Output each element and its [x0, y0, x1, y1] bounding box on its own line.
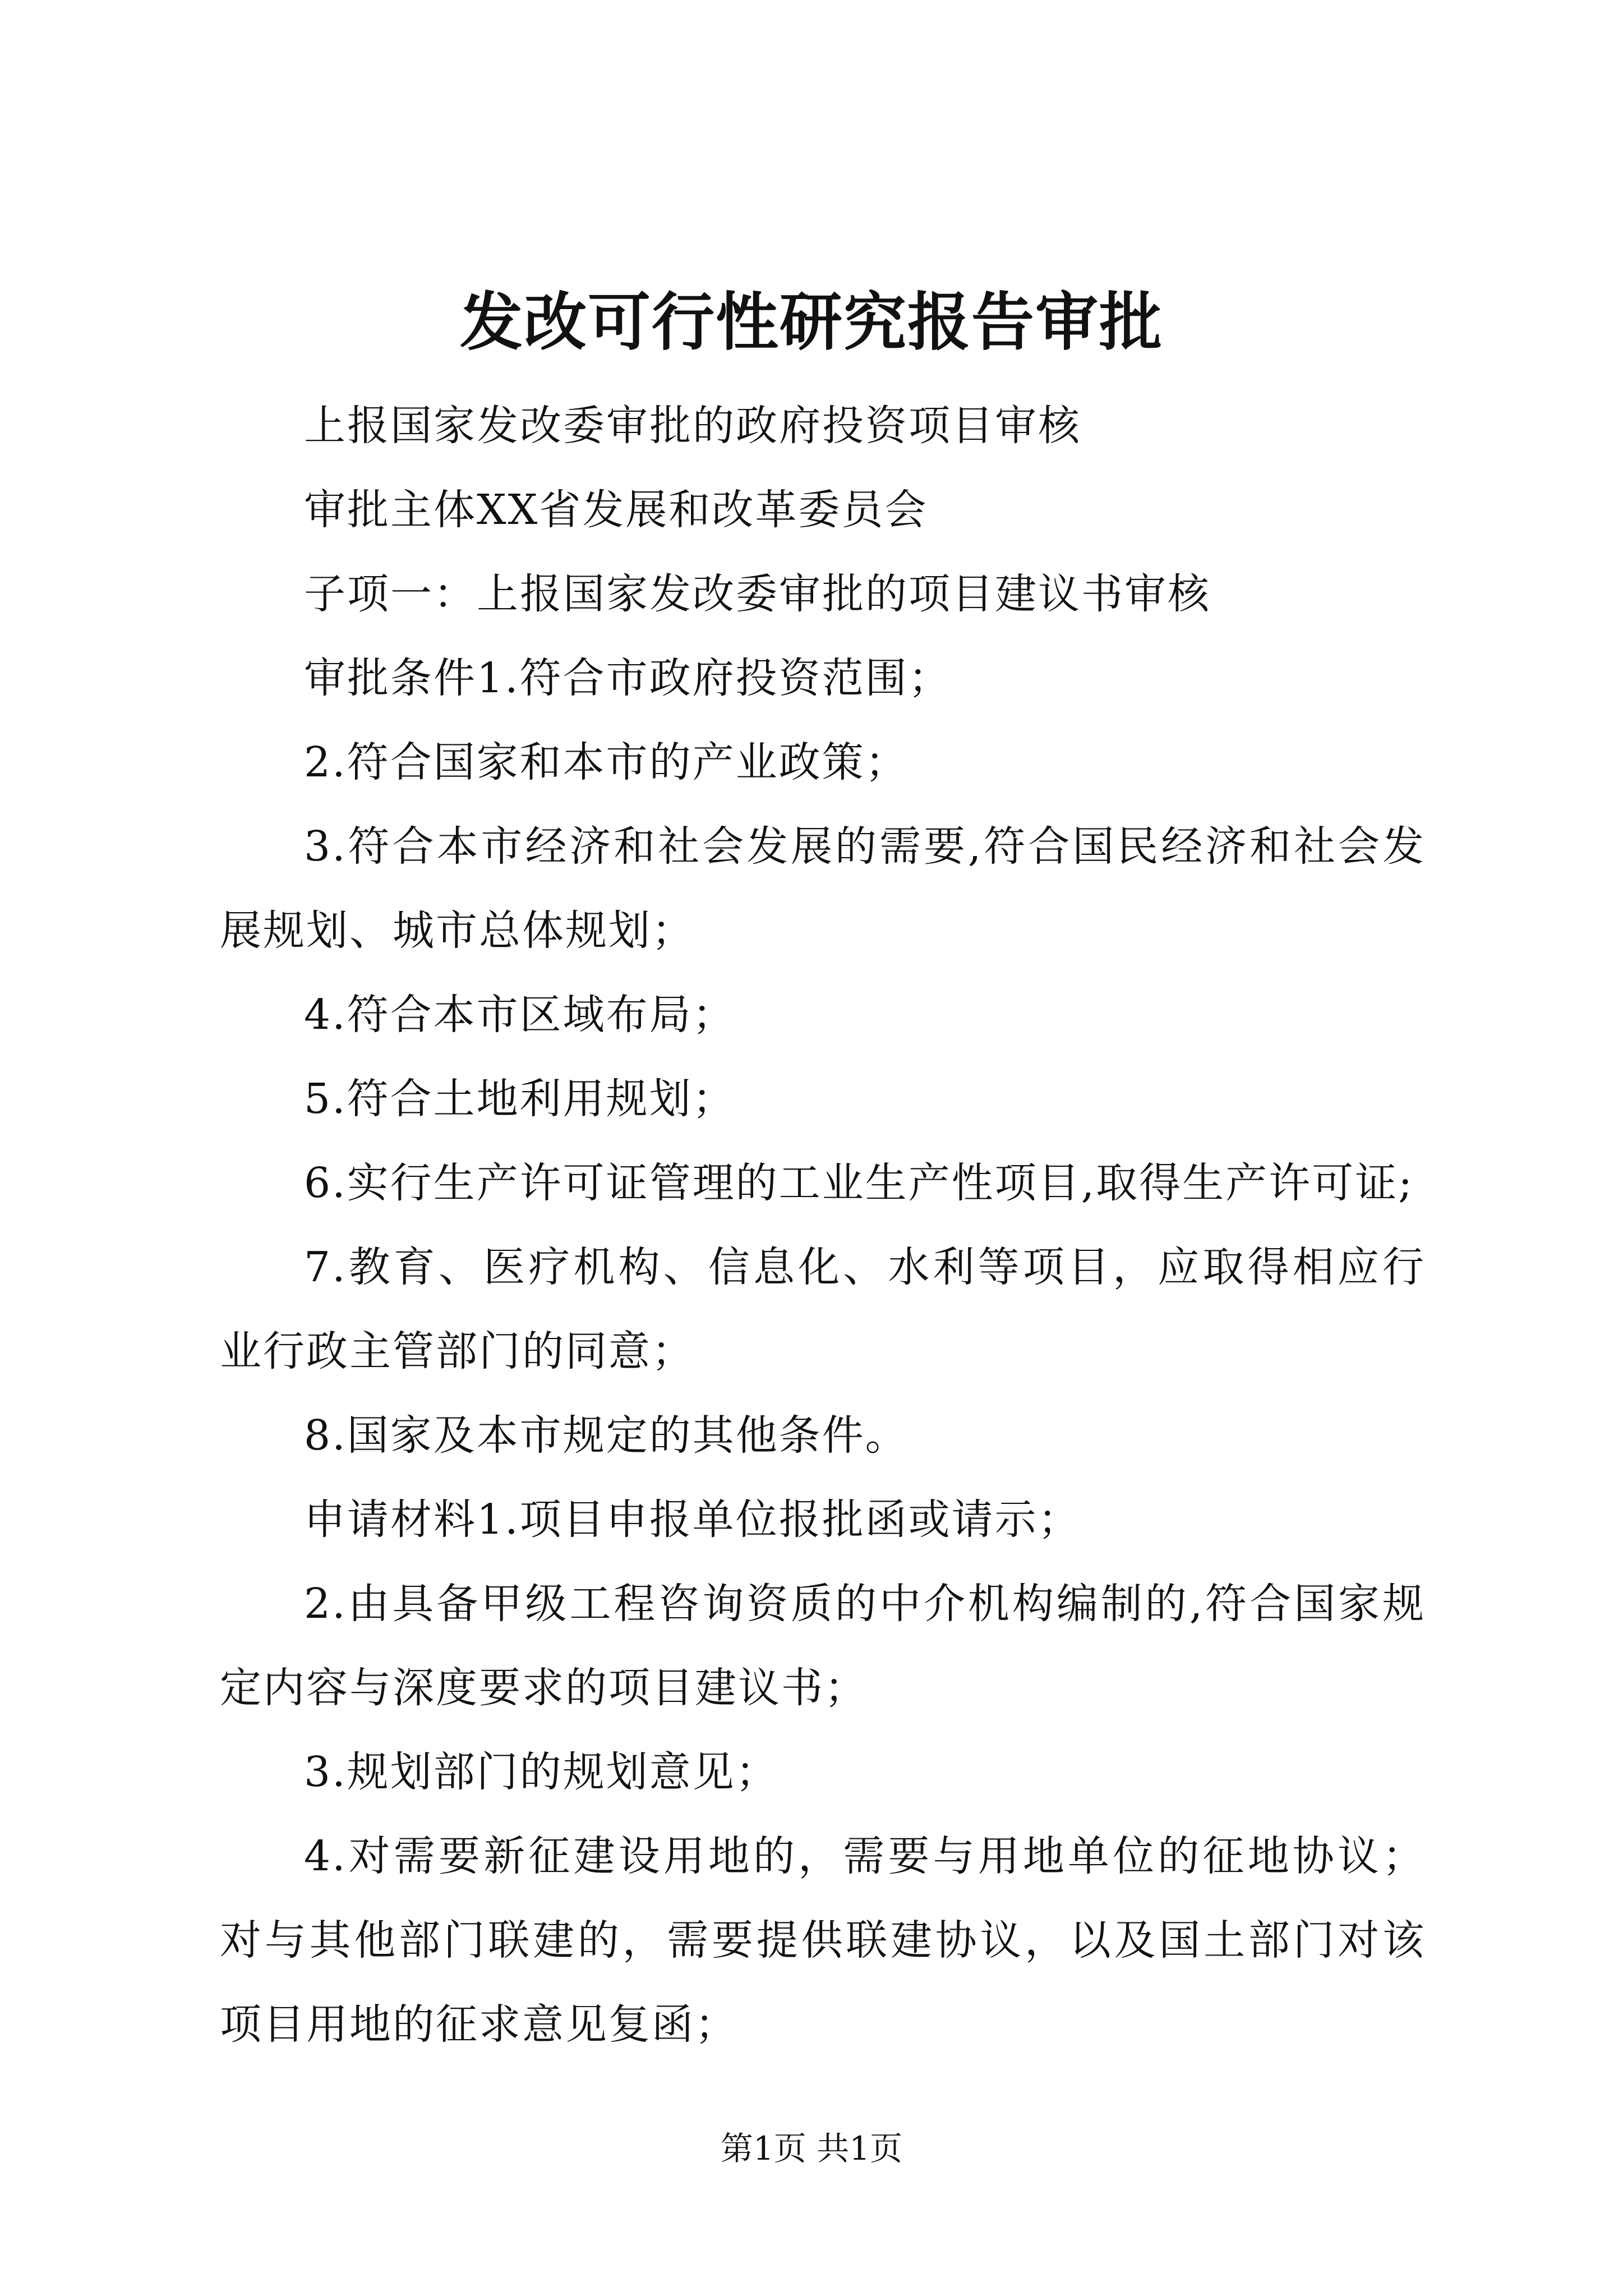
paragraph: 2.由具备甲级工程咨询资质的中介机构编制的,符合国家规定内容与深度要求的项目建议书；: [220, 1580, 1426, 1712]
paragraph: 5.符合土地利用规划；: [304, 1075, 736, 1123]
page-number-footer: 第1页 共1页: [720, 2129, 903, 2168]
paragraph: 上报国家发改委审批的政府投资项目审核: [304, 402, 1081, 450]
document-body: [220, 384, 1426, 2067]
paragraph: 8.国家及本市规定的其他条件。: [304, 1411, 909, 1460]
paragraph: 申请材料1.项目申报单位报批函或请示；: [304, 1496, 1081, 1544]
paragraph: 3.规划部门的规划意见；: [304, 1748, 779, 1796]
paragraph: 6.实行生产许可证管理的工业生产性项目,取得生产许可证;: [304, 1159, 1414, 1207]
paragraph: 3.符合本市经济和社会发展的需要,符合国民经济和社会发展规划、城市总体规划；: [220, 822, 1426, 955]
paragraph: 7.教育、医疗机构、信息化、水利等项目，应取得相应行业行政主管部门的同意；: [220, 1243, 1426, 1375]
paragraph: 2.符合国家和本市的产业政策；: [304, 738, 909, 786]
paragraph: 子项一：上报国家发改委审批的项目建议书审核: [304, 570, 1211, 618]
paragraph: 4.符合本市区域布局；: [304, 991, 736, 1039]
paragraph: 审批条件1.符合市政府投资范围；: [304, 654, 952, 702]
document-title: 发改可行性研究报告审批: [460, 286, 1163, 359]
paragraph: 4.对需要新征建设用地的，需要与用地单位的征地协议；对与其他部门联建的，需要提供联建协议，以及国土部门对该项目用地的征求意见复函；: [220, 1832, 1426, 2049]
paragraph: 审批主体XX省发展和改革委员会: [304, 486, 928, 534]
